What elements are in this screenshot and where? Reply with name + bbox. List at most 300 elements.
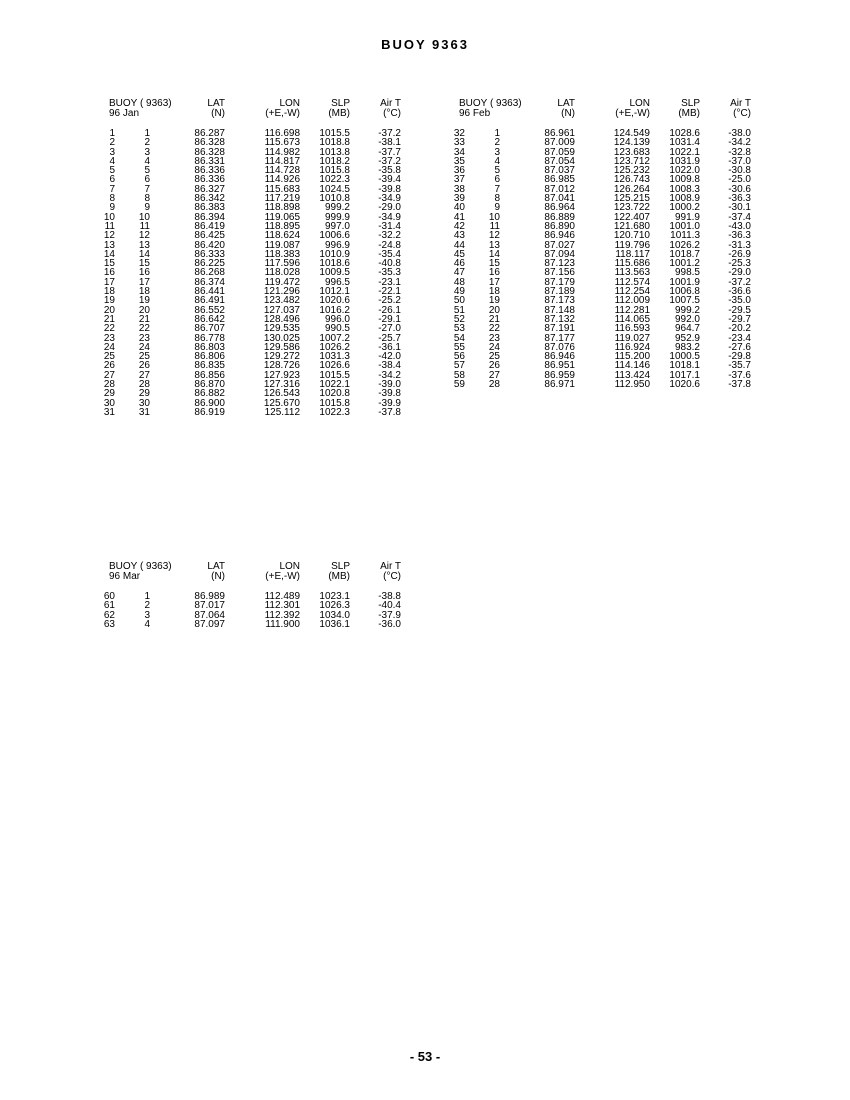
airt-value: -36.0 xyxy=(378,618,401,630)
lat-unit: (N) xyxy=(211,571,225,582)
lon-value: 128.726 xyxy=(263,360,300,372)
data-table-mar xyxy=(100,562,410,629)
airt-value: -35.7 xyxy=(728,360,751,372)
slp-value: 1024.5 xyxy=(319,183,350,195)
lon-header: LON xyxy=(279,98,300,109)
lat-value: 86.900 xyxy=(194,397,225,409)
table-row xyxy=(450,380,760,389)
slp-unit: (MB) xyxy=(328,108,350,119)
lon-value: 113.563 xyxy=(614,267,650,279)
lat-value: 86.989 xyxy=(194,591,225,602)
airt-value: -37.7 xyxy=(378,146,401,158)
lon-value: 121.680 xyxy=(613,220,650,232)
slp-value: 1008.9 xyxy=(669,193,700,205)
slp-value: 990.5 xyxy=(324,323,350,335)
row-index: 60 xyxy=(103,591,115,602)
period-label: 96 Mar xyxy=(109,571,141,582)
row-index: 4 xyxy=(109,155,115,167)
slp-value: 999.2 xyxy=(674,304,700,316)
day: 22 xyxy=(488,323,500,335)
slp-value: 996.0 xyxy=(324,313,350,325)
lat-value: 87.054 xyxy=(544,155,575,167)
airt-value: -27.0 xyxy=(378,323,401,335)
row-index: 38 xyxy=(453,183,465,195)
day: 4 xyxy=(144,155,150,167)
lat-value: 86.951 xyxy=(544,360,575,372)
lon-value: 127.316 xyxy=(263,379,300,391)
day: 12 xyxy=(138,230,150,242)
day: 15 xyxy=(488,258,500,270)
lon-value: 115.686 xyxy=(614,258,650,270)
day: 4 xyxy=(494,155,500,167)
row-index: 53 xyxy=(453,323,465,335)
row-index: 12 xyxy=(103,230,115,242)
row-index: 5 xyxy=(109,165,115,177)
slp-value: 964.7 xyxy=(674,323,700,335)
slp-value: 983.2 xyxy=(674,341,700,353)
day: 17 xyxy=(488,276,500,288)
lat-value: 87.148 xyxy=(544,304,575,316)
lat-value: 87.191 xyxy=(544,323,575,335)
row-index: 25 xyxy=(103,351,115,363)
row-index: 31 xyxy=(103,406,115,418)
row-index: 19 xyxy=(103,295,115,307)
lat-header: LAT xyxy=(207,98,225,109)
day: 12 xyxy=(488,230,500,242)
slp-value: 1026.6 xyxy=(319,360,350,372)
airt-value: -35.0 xyxy=(728,295,751,307)
day: 26 xyxy=(138,360,150,372)
day: 28 xyxy=(138,379,150,391)
slp-value: 1001.0 xyxy=(669,220,700,232)
row-index: 54 xyxy=(453,332,465,344)
row-index: 26 xyxy=(103,360,115,372)
lon-value: 123.722 xyxy=(613,202,650,214)
airt-value: -39.0 xyxy=(378,379,401,391)
airt-value: -30.8 xyxy=(728,165,751,177)
slp-value: 1010.9 xyxy=(319,248,350,260)
buoy-label: BUOY ( 9363) xyxy=(109,98,172,109)
lon-value: 113.424 xyxy=(614,369,650,381)
airt-header: Air T xyxy=(380,561,401,572)
day: 13 xyxy=(488,239,500,251)
day: 14 xyxy=(138,248,150,260)
day: 26 xyxy=(488,360,500,372)
table-header xyxy=(450,99,760,118)
lon-value: 121.296 xyxy=(263,286,300,298)
slp-value: 1022.0 xyxy=(669,165,700,177)
row-index: 28 xyxy=(103,379,115,391)
data-table-jan xyxy=(100,99,410,417)
slp-value: 1000.2 xyxy=(669,202,700,214)
page-number: - 53 - xyxy=(409,1049,441,1064)
slp-value: 1016.2 xyxy=(319,304,350,316)
slp-value: 1018.1 xyxy=(669,360,700,372)
period-label: 96 Feb xyxy=(459,108,491,119)
table-body xyxy=(100,129,410,417)
airt-value: -29.1 xyxy=(378,313,401,325)
lat-value: 87.123 xyxy=(544,258,575,270)
airt-value: -35.4 xyxy=(378,248,401,260)
lat-value: 86.419 xyxy=(194,220,225,232)
row-index: 15 xyxy=(103,258,115,270)
page-title: BUOY 9363 xyxy=(381,37,469,52)
row-index: 13 xyxy=(103,239,115,251)
lat-value: 86.425 xyxy=(194,230,225,242)
lat-value: 86.835 xyxy=(194,360,225,372)
slp-value: 1018.8 xyxy=(319,137,350,149)
day: 24 xyxy=(488,341,500,353)
lat-value: 86.441 xyxy=(194,286,225,298)
lon-value: 119.796 xyxy=(614,239,650,251)
slp-value: 1011.3 xyxy=(670,230,700,242)
airt-header: Air T xyxy=(380,98,401,109)
day: 19 xyxy=(488,295,500,307)
lat-value: 87.037 xyxy=(544,165,575,177)
airt-value: -37.2 xyxy=(378,155,401,167)
slp-value: 1034.0 xyxy=(319,609,350,621)
day: 6 xyxy=(494,174,500,186)
lat-value: 86.328 xyxy=(194,146,225,158)
lon-value: 119.472 xyxy=(264,276,300,288)
airt-value: -43.0 xyxy=(728,220,751,232)
lat-value: 86.287 xyxy=(194,128,225,139)
airt-value: -40.8 xyxy=(378,258,401,270)
airt-value: -40.4 xyxy=(378,600,401,612)
slp-value: 1018.2 xyxy=(319,155,350,167)
slp-value: 952.9 xyxy=(674,332,700,344)
slp-value: 1022.3 xyxy=(319,406,350,418)
slp-value: 1012.1 xyxy=(319,286,350,298)
slp-value: 1007.5 xyxy=(669,295,700,307)
slp-value: 1000.5 xyxy=(669,351,700,363)
day: 30 xyxy=(138,397,150,409)
lat-value: 86.778 xyxy=(194,332,225,344)
airt-value: -37.8 xyxy=(728,379,751,391)
airt-value: -36.3 xyxy=(728,230,751,242)
day: 3 xyxy=(144,146,150,158)
day: 31 xyxy=(138,406,150,418)
lon-value: 114.926 xyxy=(264,174,300,186)
row-index: 3 xyxy=(109,146,115,158)
slp-value: 1022.3 xyxy=(319,174,350,186)
lat-value: 86.420 xyxy=(194,239,225,251)
row-index: 45 xyxy=(453,248,465,260)
slp-value: 1010.8 xyxy=(319,193,350,205)
day: 17 xyxy=(138,276,150,288)
lon-value: 114.982 xyxy=(264,146,300,158)
lat-value: 87.076 xyxy=(544,341,575,353)
lon-value: 118.898 xyxy=(264,202,300,214)
lat-value: 87.132 xyxy=(544,313,575,325)
lon-value: 123.482 xyxy=(263,295,300,307)
row-index: 16 xyxy=(103,267,115,279)
row-index: 6 xyxy=(109,174,115,186)
slp-value: 1020.6 xyxy=(319,295,350,307)
lon-value: 125.670 xyxy=(263,397,300,409)
slp-value: 999.9 xyxy=(324,211,350,223)
row-index: 20 xyxy=(103,304,115,316)
lon-value: 112.392 xyxy=(264,609,300,621)
lat-value: 87.017 xyxy=(194,600,225,612)
day: 2 xyxy=(494,137,500,149)
day: 5 xyxy=(494,165,500,177)
row-index: 1 xyxy=(109,128,115,139)
lon-value: 115.683 xyxy=(264,183,300,195)
slp-value: 1013.8 xyxy=(319,146,350,158)
day: 10 xyxy=(488,211,500,223)
slp-value: 1031.4 xyxy=(669,137,700,149)
lon-value: 112.281 xyxy=(614,304,650,316)
lat-value: 86.803 xyxy=(194,341,225,353)
row-index: 50 xyxy=(453,295,465,307)
row-index: 39 xyxy=(453,193,465,205)
lon-value: 112.254 xyxy=(614,286,650,298)
slp-value: 1028.6 xyxy=(669,128,700,139)
day: 2 xyxy=(144,137,150,149)
lon-value: 127.923 xyxy=(263,369,300,381)
slp-value: 1015.5 xyxy=(319,369,350,381)
slp-header: SLP xyxy=(331,98,350,109)
row-index: 52 xyxy=(453,313,465,325)
slp-value: 1020.8 xyxy=(319,388,350,400)
lon-value: 126.264 xyxy=(613,183,650,195)
lon-value: 118.895 xyxy=(264,220,300,232)
row-index: 22 xyxy=(103,323,115,335)
slp-value: 991.9 xyxy=(674,211,700,223)
table-row xyxy=(100,620,410,629)
day: 16 xyxy=(138,267,150,279)
table-row xyxy=(100,408,410,417)
row-index: 10 xyxy=(103,211,115,223)
lon-unit: (+E,-W) xyxy=(265,571,300,582)
lat-value: 86.870 xyxy=(194,379,225,391)
lon-value: 114.817 xyxy=(264,155,300,167)
row-index: 21 xyxy=(103,313,115,325)
slp-value: 1031.3 xyxy=(319,351,350,363)
day: 22 xyxy=(138,323,150,335)
lon-value: 115.673 xyxy=(264,137,300,149)
lon-value: 123.683 xyxy=(613,146,650,158)
buoy-label: BUOY ( 9363) xyxy=(109,561,172,572)
day: 5 xyxy=(144,165,150,177)
lon-value: 115.200 xyxy=(614,351,650,363)
day: 27 xyxy=(488,369,500,381)
row-index: 29 xyxy=(103,388,115,400)
lat-value: 87.059 xyxy=(544,146,575,158)
airt-value: -37.4 xyxy=(728,211,751,223)
slp-value: 998.5 xyxy=(674,267,700,279)
row-index: 62 xyxy=(103,609,115,621)
slp-value: 1009.5 xyxy=(319,267,350,279)
row-index: 7 xyxy=(109,183,115,195)
row-index: 33 xyxy=(453,137,465,149)
lon-value: 127.037 xyxy=(263,304,300,316)
row-index: 23 xyxy=(103,332,115,344)
day: 14 xyxy=(488,248,500,260)
airt-value: -22.1 xyxy=(378,286,401,298)
table-header xyxy=(100,562,410,581)
slp-value: 1017.1 xyxy=(669,369,700,381)
row-index: 44 xyxy=(453,239,465,251)
day: 4 xyxy=(144,618,150,630)
lon-value: 118.624 xyxy=(264,230,300,242)
airt-value: -29.7 xyxy=(728,313,751,325)
row-index: 24 xyxy=(103,341,115,353)
airt-value: -20.2 xyxy=(728,323,751,335)
row-index: 36 xyxy=(453,165,465,177)
lat-value: 86.707 xyxy=(194,323,225,335)
row-index: 47 xyxy=(453,267,465,279)
row-index: 42 xyxy=(453,220,465,232)
day: 1 xyxy=(144,591,150,602)
lon-value: 125.232 xyxy=(613,165,650,177)
lat-value: 87.012 xyxy=(544,183,575,195)
day: 27 xyxy=(138,369,150,381)
day: 25 xyxy=(138,351,150,363)
day: 19 xyxy=(138,295,150,307)
airt-value: -29.0 xyxy=(728,267,751,279)
airt-value: -37.9 xyxy=(378,609,401,621)
lat-value: 87.173 xyxy=(544,295,575,307)
slp-value: 996.9 xyxy=(324,239,350,251)
lat-value: 86.971 xyxy=(544,379,575,391)
lon-value: 112.489 xyxy=(264,591,300,602)
lat-header: LAT xyxy=(207,561,225,572)
lon-value: 130.025 xyxy=(263,332,300,344)
airt-value: -25.2 xyxy=(378,295,401,307)
airt-value: -36.3 xyxy=(728,193,751,205)
lon-value: 114.146 xyxy=(614,360,650,372)
airt-value: -37.8 xyxy=(378,406,401,418)
day: 9 xyxy=(144,202,150,214)
lat-value: 87.156 xyxy=(544,267,575,279)
lon-value: 125.215 xyxy=(613,193,650,205)
table-header xyxy=(100,99,410,118)
lon-value: 118.028 xyxy=(264,267,300,279)
airt-value: -32.8 xyxy=(728,146,751,158)
lat-value: 87.189 xyxy=(544,286,575,298)
lon-value: 119.027 xyxy=(614,332,650,344)
row-index: 43 xyxy=(453,230,465,242)
airt-unit: (°C) xyxy=(383,571,401,582)
airt-value: -35.8 xyxy=(378,165,401,177)
lon-value: 117.219 xyxy=(264,193,300,205)
airt-value: -25.3 xyxy=(728,258,751,270)
lat-header: LAT xyxy=(557,98,575,109)
row-index: 41 xyxy=(453,211,465,223)
lat-value: 86.491 xyxy=(194,295,225,307)
table-body xyxy=(100,592,410,629)
lon-value: 116.924 xyxy=(614,341,650,353)
lat-value: 86.268 xyxy=(194,267,225,279)
day: 1 xyxy=(144,128,150,139)
lon-header: LON xyxy=(279,561,300,572)
airt-value: -36.6 xyxy=(728,286,751,298)
lat-value: 87.179 xyxy=(544,276,575,288)
lon-value: 124.139 xyxy=(613,137,650,149)
row-index: 17 xyxy=(103,276,115,288)
airt-value: -23.4 xyxy=(728,332,751,344)
airt-value: -39.8 xyxy=(378,183,401,195)
lon-value: 123.712 xyxy=(613,155,650,167)
lat-value: 86.336 xyxy=(194,165,225,177)
lat-value: 86.919 xyxy=(194,406,225,418)
airt-value: -31.3 xyxy=(728,239,751,251)
row-index: 40 xyxy=(453,202,465,214)
slp-header: SLP xyxy=(681,98,700,109)
table-body xyxy=(450,129,760,389)
lat-unit: (N) xyxy=(211,108,225,119)
lat-value: 86.394 xyxy=(194,211,225,223)
lat-value: 87.097 xyxy=(194,618,225,630)
lat-value: 86.964 xyxy=(544,202,575,214)
row-index: 63 xyxy=(103,618,115,630)
lon-header: LON xyxy=(629,98,650,109)
lat-value: 86.328 xyxy=(194,137,225,149)
airt-value: -29.8 xyxy=(728,351,751,363)
airt-header: Air T xyxy=(730,98,751,109)
lon-value: 116.698 xyxy=(264,128,300,139)
slp-unit: (MB) xyxy=(678,108,700,119)
slp-value: 1006.6 xyxy=(319,230,350,242)
row-index: 56 xyxy=(453,351,465,363)
slp-value: 1006.8 xyxy=(669,286,700,298)
buoy-label: BUOY ( 9363) xyxy=(459,98,522,109)
lon-value: 129.586 xyxy=(263,341,300,353)
lon-value: 129.535 xyxy=(263,323,300,335)
day: 13 xyxy=(138,239,150,251)
slp-value: 1023.1 xyxy=(319,591,350,602)
day: 21 xyxy=(138,313,150,325)
lat-value: 86.225 xyxy=(194,258,225,270)
airt-value: -32.2 xyxy=(378,230,401,242)
row-index: 2 xyxy=(109,137,115,149)
day: 20 xyxy=(488,304,500,316)
lat-value: 86.961 xyxy=(544,128,575,139)
day: 16 xyxy=(488,267,500,279)
lon-value: 122.407 xyxy=(613,211,650,223)
lon-value: 116.593 xyxy=(614,323,650,335)
slp-value: 996.5 xyxy=(324,276,350,288)
day: 2 xyxy=(144,600,150,612)
lat-value: 86.946 xyxy=(544,351,575,363)
lat-value: 86.642 xyxy=(194,313,225,325)
day: 7 xyxy=(144,183,150,195)
lat-value: 86.336 xyxy=(194,174,225,186)
slp-value: 999.2 xyxy=(324,202,350,214)
airt-value: -29.5 xyxy=(728,304,751,316)
lon-value: 119.065 xyxy=(264,211,300,223)
lat-value: 87.027 xyxy=(544,239,575,251)
lat-value: 86.959 xyxy=(544,369,575,381)
airt-value: -39.9 xyxy=(378,397,401,409)
slp-value: 1009.8 xyxy=(669,174,700,186)
airt-value: -35.3 xyxy=(378,267,401,279)
airt-value: -38.8 xyxy=(378,591,401,602)
lat-value: 87.041 xyxy=(544,193,575,205)
lon-value: 120.710 xyxy=(613,230,650,242)
airt-value: -39.4 xyxy=(378,174,401,186)
lon-value: 128.496 xyxy=(263,313,300,325)
lon-value: 117.596 xyxy=(264,258,300,270)
airt-value: -34.2 xyxy=(728,137,751,149)
day: 29 xyxy=(138,388,150,400)
day: 7 xyxy=(494,183,500,195)
airt-value: -26.9 xyxy=(728,248,751,260)
airt-value: -37.2 xyxy=(378,128,401,139)
row-index: 8 xyxy=(109,193,115,205)
